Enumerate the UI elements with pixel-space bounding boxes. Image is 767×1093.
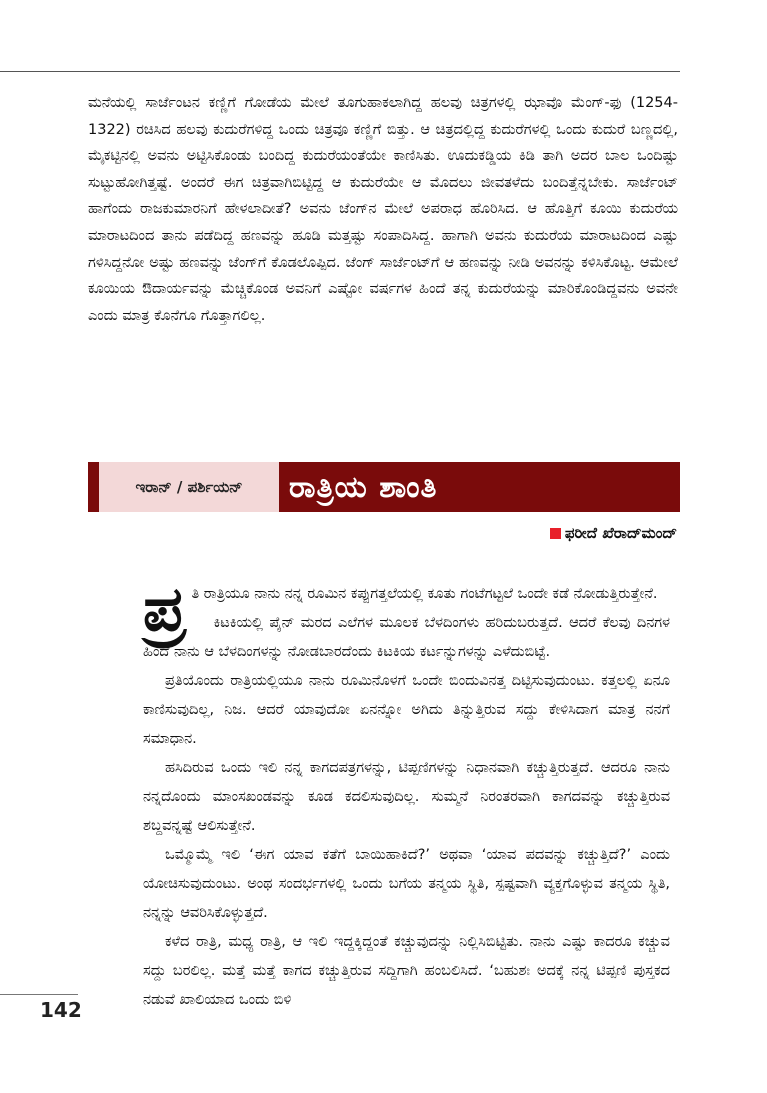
- story-paragraph: ಹಸಿದಿರುವ ಒಂದು ಇಲಿ ನನ್ನ ಕಾಗದಪತ್ರಗಳನ್ನು, ಟಿಪ್ಪಣಿಗಳನ್ನು ನಿಧಾನವಾಗಿ ಕಚ್ಚುತ್ತಿರುತ್ತದೆ. ಆದರೂ ನಾನು ನನ್ನದೊಂದು ಮಾಂಸಖಂಡವನ್ನು ಕೂಡ ಕದಲಿಸುವುದಿಲ್ಲ. ಸುಮ್ಮನೆ ನಿರಂತರವಾಗಿ ಕಾಗದವನ್ನು ಕಚ್ಚುತ್ತಿರುವ ಶಬ್ದವನ್ನಷ್ಟೆ ಆಲಿಸುತ್ತೇನೆ.: [143, 760, 670, 834]
- story-paragraph: ಕಳೆದ ರಾತ್ರಿ, ಮಧ್ಯ ರಾತ್ರಿ, ಆ ಇಲಿ ಇದ್ದಕ್ಕಿದ್ದಂತೆ ಕಚ್ಚುವುದನ್ನು ನಿಲ್ಲಿಸಿಬಿಟ್ಟಿತು. ನಾನು ಎಷ್ಟು ಕಾದರೂ ಕಚ್ಚುವ ಸದ್ದು ಬರಲಿಲ್ಲ. ಮತ್ತೆ ಮತ್ತೆ ಕಾಗದ ಕಚ್ಚುತ್ತಿರುವ ಸದ್ದಿಗಾಗಿ ಹಂಬಲಿಸಿದೆ. ‘ಬಹುಶಃ ಅದಕ್ಕೆ ನನ್ನ ಟಿಪ್ಪಣಿ ಪುಸ್ತಕದ ನಡುವೆ ಖಾಲಿಯಾದ ಒಂದು ಬಿಳಿ: [143, 934, 670, 1008]
- story-paragraph: ಒಮ್ಮೊಮ್ಮೆ ಇಲಿ ‘ಈಗ ಯಾವ ಕತೆಗೆ ಬಾಯಿಹಾಕಿದೆ?’ ಅಥವಾ ‘ಯಾವ ಪದವನ್ನು ಕಚ್ಚುತ್ತಿದೆ?’ ಎಂದು ಯೋಚಿಸುವುದುಂಟು. ಅಂಥ ಸಂದರ್ಭಗಳಲ್ಲಿ ಒಂದು ಬಗೆಯ ತನ್ಮಯ ಸ್ಥಿತಿ, ಸ್ಪಷ್ಟವಾಗಿ ವ್ಯಕ್ತಗೊಳ್ಳುವ ತನ್ಮಯ ಸ್ಥಿತಿ, ನನ್ನನ್ನು ಆವರಿಸಿಕೊಳ್ಳುತ್ತದೆ.: [143, 847, 670, 921]
- page-number: 142: [40, 998, 82, 1022]
- intro-text-block: [88, 90, 678, 329]
- square-bullet-icon: [550, 528, 561, 539]
- story-title-banner: [88, 462, 680, 512]
- author-line: [550, 524, 677, 542]
- story-body: [143, 572, 670, 1015]
- author-name: ಫರೀದೆ ಖೆರಾದ್‌ಮಂದ್: [564, 524, 677, 542]
- banner-accent-edge: [88, 462, 99, 512]
- top-rule: [0, 71, 680, 72]
- intro-paragraph: ಮನೆಯಲ್ಲಿ ಸಾರ್ಜೆಂಟನ ಕಣ್ಣಿಗೆ ಗೋಡೆಯ ಮೇಲೆ ತೂಗುಹಾಕಲಾಗಿದ್ದ ಹಲವು ಚಿತ್ರಗಳಲ್ಲಿ ಝಾವೊ ಮೆಂಗ್-ಫು (1254-1322) ರಚಿಸಿದ ಹಲವು ಕುದುರೆಗಳಿದ್ದ ಒಂದು ಚಿತ್ರವೂ ಕಣ್ಣಿಗೆ ಬಿತ್ತು. ಆ ಚಿತ್ರದಲ್ಲಿದ್ದ ಕುದುರೆಗಳಲ್ಲಿ ಒಂದು ಕುದುರೆ ಬಣ್ಣದಲ್ಲಿ, ಮೈಕಟ್ಟಿನಲ್ಲಿ ಅವನು ಅಟ್ಟಿಸಿಕೊಂಡು ಬಂದಿದ್ದ ಕುದುರೆಯಂತೆಯೇ ಕಾಣಿಸಿತು. ಊದುಕಡ್ಡಿಯ ಕಿಡಿ ತಾಗಿ ಅದರ ಬಾಲ ಒಂದಿಷ್ಟು ಸುಟ್ಟುಹೋಗಿತ್ತಷ್ಟೆ. ಅಂದರೆ ಈಗ ಚಿತ್ರವಾಗಿಬಿಟ್ಟಿದ್ದ ಆ ಕುದುರೆಯೇ ಆ ಮೊದಲು ಜೀವತಳೆದು ಬಂದಿತ್ತೆನ್ನಬೇಕು. ಸಾರ್ಜೆಂಟ್ ಹಾಗೆಂದು ರಾಜಕುಮಾರನಿಗೆ ಹೇಳಲಾದೀತೆ? ಅವನು ಜೆಂಗ್‌ನ ಮೇಲೆ ಅಪರಾಧ ಹೊರಿಸಿದ. ಆ ಹೊತ್ತಿಗೆ ಕೂಯಿ ಕುದುರೆಯ ಮಾರಾಟದಿಂದ ತಾನು ಪಡೆದಿದ್ದ ಹಣವನ್ನು ಹೂಡಿ ಮತ್ತಷ್ಟು ಸಂಪಾದಿಸಿದ್ದ. ಹಾಗಾಗಿ ಅವನು ಕುದುರೆಯ ಮಾರಾಟದಿಂದ ಎಷ್ಟು ಗಳಿಸಿದ್ದನೋ ಅಷ್ಟು ಹಣವನ್ನು ಜೆಂಗ್‌ಗೆ ಕೊಡಲೊಪ್ಪಿದ. ಜೆಂಗ್ ಸಾರ್ಜೆಂಟ್‌ಗೆ ಆ ಹಣವನ್ನು ನೀಡಿ ಅವನನ್ನು ಕಳಿಸಿಕೊಟ್ಟ. ಆಮೇಲೆ ಕೂಯಿಯ ಔದಾರ್ಯವನ್ನು ಮೆಚ್ಚಿಕೊಂಡ ಅವನಿಗೆ ಎಷ್ಟೋ ವರ್ಷಗಳ ಹಿಂದೆ ತನ್ನ ಕುದುರೆಯನ್ನು ಮಾರಿಕೊಂಡಿದ್ದವನು ಅವನೇ ಎಂದು ಮಾತ್ರ ಕೊನೆಗೂ ಗೊತ್ತಾಗಲಿಲ್ಲ.: [88, 95, 678, 324]
- country-language-label: ಇರಾನ್ / ಪರ್ಶಿಯನ್: [99, 462, 279, 512]
- story-paragraph-text: ತಿ ರಾತ್ರಿಯೂ ನಾನು ನನ್ನ ರೂಮಿನ ಕಪ್ಪುಗತ್ತಲೆಯಲ್ಲಿ ಕೂತು ಗಂಟೆಗಟ್ಟಲೆ ಒಂದೇ ಕಡೆ ನೋಡುತ್ತಿರುತ್ತೇನೆ.: [191, 586, 658, 602]
- story-paragraph: ಕಿಟಕಿಯಲ್ಲಿ ಪೈನ್ ಮರದ ಎಲೆಗಳ ಮೂಲಕ ಬೆಳದಿಂಗಳು ಹರಿದುಬರುತ್ತದೆ. ಆದರೆ ಕೆಲವು ದಿನಗಳ ಹಿಂದೆ ನಾನು ಆ ಬೆಳದಿಂಗಳನ್ನು ನೋಡಬಾರದೆಂದು ಕಿಟಕಿಯ ಕರ್ಟನ್ನುಗಳನ್ನು ಎಳೆದುಬಿಟ್ಟೆ.: [143, 615, 670, 660]
- story-title: ರಾತ್ರಿಯ ಶಾಂತಿ: [279, 462, 680, 512]
- drop-cap: ಪ್ರ: [143, 572, 186, 645]
- story-paragraph: ಪ್ರತಿಯೊಂದು ರಾತ್ರಿಯಲ್ಲಿಯೂ ನಾನು ರೂಮಿನೊಳಗೆ ಒಂದೇ ಬಿಂದುವಿನತ್ತ ದಿಟ್ಟಿಸುವುದುಂಟು. ಕತ್ತಲಲ್ಲಿ ಏನೂ ಕಾಣಿಸುವುದಿಲ್ಲ, ನಿಜ. ಆದರೆ ಯಾವುದೋ ಏನನ್ನೋ ಅಗಿದು ತಿನ್ನುತ್ತಿರುವ ಸದ್ದು ಕೇಳಿಸಿದಾಗ ಮಾತ್ರ ನನಗೆ ಸಮಾಧಾನ.: [143, 673, 670, 747]
- page-number-rule: [0, 994, 78, 995]
